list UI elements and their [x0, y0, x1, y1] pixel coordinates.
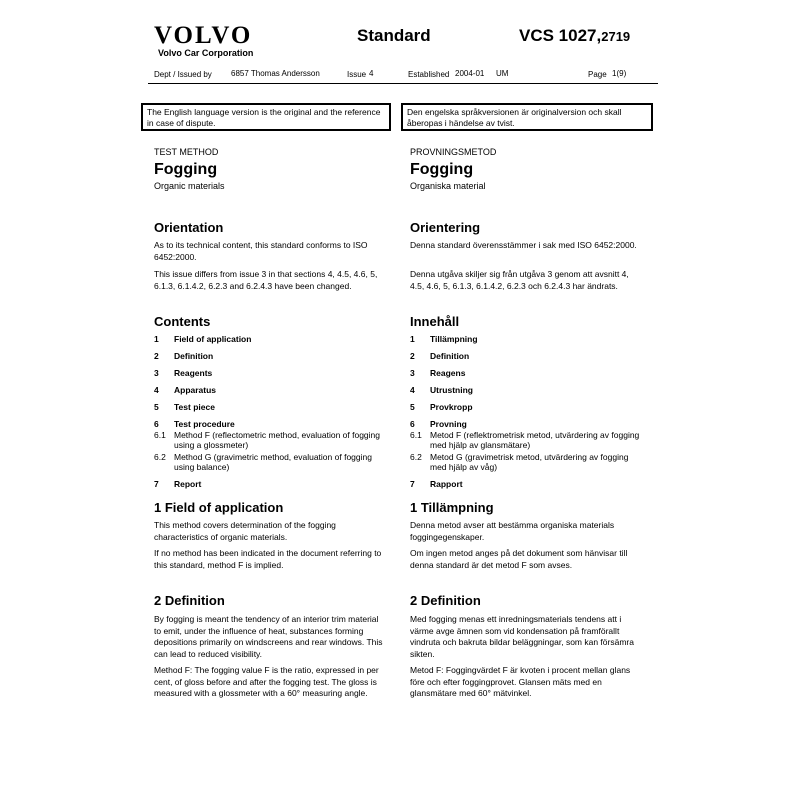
- field-p1-en: This method covers determination of the fogging characteristics of organic materials.: [154, 520, 336, 542]
- orientation-p2-sv: Denna utgåva skiljer sig från utgåva 3 genom att avsnitt 4, 4.5, 4.6, 5, 6.1.3, 6.1.4.2, 6.2.3 och 6.2.4.3 har ändrats.: [410, 269, 629, 291]
- toc-subitem-en[interactable]: [154, 430, 384, 452]
- toc-item-en[interactable]: [154, 385, 216, 396]
- toc-label: Field of application: [174, 334, 252, 344]
- toc-item-en[interactable]: [154, 402, 215, 413]
- toc-number: 6: [154, 419, 159, 429]
- dept-value: 6857 Thomas Andersson: [231, 69, 320, 78]
- toc-item-sv[interactable]: [410, 402, 473, 413]
- toc-number: 6: [410, 419, 415, 429]
- heading-orientation-sv: Orientering: [410, 220, 481, 235]
- toc-number: 3: [154, 368, 159, 378]
- heading-definition-en: 2 Definition: [154, 593, 225, 608]
- toc-item-en[interactable]: [154, 368, 212, 379]
- field-p1-sv: Denna metod avser att bestämma organiska materials foggingegenskaper.: [410, 520, 615, 542]
- toc-item-en[interactable]: [154, 351, 213, 362]
- doc-number-sub: 2719: [601, 29, 631, 44]
- toc-number: 3: [410, 368, 415, 378]
- established-value: 2004-01: [455, 69, 485, 78]
- toc-sublabel: Method G (gravimetric method, evaluation of fogging using balance): [174, 452, 372, 472]
- established-label: Established: [408, 70, 450, 79]
- page-number: 1(9): [612, 69, 627, 78]
- toc-label: Tillämpning: [430, 334, 478, 344]
- doc-number-main: VCS 1027,: [519, 26, 602, 45]
- toc-subnumber: 6.1: [410, 430, 422, 440]
- subtitle-sv: Organiska material: [410, 181, 486, 191]
- heading-definition-sv: 2 Definition: [410, 593, 481, 608]
- toc-subnumber: 6.1: [154, 430, 166, 440]
- toc-subnumber: 6.2: [154, 452, 166, 462]
- kicker-sv: PROVNINGSMETOD: [410, 147, 497, 157]
- toc-number: 1: [154, 334, 159, 344]
- toc-label: Provning: [430, 419, 467, 429]
- toc-subitem-en[interactable]: [154, 452, 384, 474]
- toc-label: Rapport: [430, 479, 463, 489]
- toc-label: Reagens: [430, 368, 466, 378]
- toc-sublabel: Metod G (gravimetrisk metod, utvärdering av fogging med hjälp av våg): [430, 452, 629, 472]
- toc-item-sv[interactable]: [410, 419, 467, 430]
- title-sv: Fogging: [410, 161, 474, 178]
- toc-subnumber: 6.2: [410, 452, 422, 462]
- heading-contents-sv: Innehåll: [410, 314, 460, 329]
- toc-label: Provkropp: [430, 402, 473, 412]
- toc-number: 2: [154, 351, 159, 361]
- toc-number: 5: [154, 402, 159, 412]
- toc-item-sv[interactable]: [410, 479, 463, 490]
- toc-item-en[interactable]: [154, 479, 201, 490]
- definition-p1-en: By fogging is meant the tendency of an interior trim material to emit, under the influence of heat, substances forming depositions primarily on windscreens and rear windows. This can lead to reduced visibility.: [154, 614, 383, 659]
- toc-label: Utrustning: [430, 385, 473, 395]
- corporation-name: Volvo Car Corporation: [158, 48, 254, 58]
- toc-subitem-sv[interactable]: [410, 452, 640, 474]
- definition-p1-sv: Med fogging menas ett inredningsmaterials tendens att i värme avge ämnen som vid kondensation på framförallt vindruta och bakruta bildar beläggningar, som kan försämra sikten.: [410, 614, 634, 659]
- doc-type: Standard: [357, 26, 431, 45]
- page-label: Page: [588, 70, 607, 79]
- toc-label: Test piece: [174, 402, 215, 412]
- toc-item-en[interactable]: [154, 419, 235, 430]
- subtitle-en: Organic materials: [154, 181, 225, 191]
- notice-box-en: The English language version is the original and the reference in case of dispute.: [141, 103, 391, 131]
- toc-item-en[interactable]: [154, 334, 251, 345]
- kicker-en: TEST METHOD: [154, 147, 219, 157]
- toc-label: Definition: [174, 351, 214, 361]
- dept-label: Dept / Issued by: [154, 70, 212, 79]
- toc-number: 7: [154, 479, 159, 489]
- toc-label: Reagents: [174, 368, 213, 378]
- heading-field-en: 1 Field of application: [154, 500, 284, 515]
- issue-label: Issue: [347, 70, 367, 79]
- toc-item-sv[interactable]: [410, 368, 465, 379]
- toc-label: Apparatus: [174, 385, 217, 395]
- toc-number: 2: [410, 351, 415, 361]
- header-rule: [148, 83, 658, 84]
- orientation-p1-en: As to its technical content, this standard conforms to ISO 6452:2000.: [154, 240, 368, 262]
- toc-item-sv[interactable]: [410, 385, 473, 396]
- volvo-logo: VOLVO: [154, 22, 253, 49]
- notice-box-sv: Den engelska språkversionen är originalversion och skall åberopas i händelse av tvist.: [401, 103, 653, 131]
- field-p2-sv: Om ingen metod anges på det dokument som hänvisar till denna standard är det metod F som avses.: [410, 548, 628, 570]
- doc-number: [519, 26, 630, 46]
- heading-field-sv: 1 Tillämpning: [410, 500, 494, 515]
- toc-label: Definition: [430, 351, 470, 361]
- heading-orientation-en: Orientation: [154, 220, 224, 235]
- toc-label: Report: [174, 479, 202, 489]
- orientation-p1-sv: Denna standard överensstämmer i sak med ISO 6452:2000.: [410, 240, 637, 250]
- toc-subitem-sv[interactable]: [410, 430, 640, 452]
- toc-item-sv[interactable]: [410, 351, 469, 362]
- definition-p2-sv: Metod F: Foggingvärdet F är kvoten i procent mellan glans före och efter foggingprovet. Glansen mäts med en glansmätare med 60° mätvinkel.: [410, 665, 631, 698]
- toc-number: 1: [410, 334, 415, 344]
- issue-value: 4: [369, 69, 374, 78]
- toc-item-sv[interactable]: [410, 334, 478, 345]
- toc-label: Test procedure: [174, 419, 235, 429]
- toc-number: 5: [410, 402, 415, 412]
- definition-p2-en: Method F: The fogging value F is the ratio, expressed in per cent, of gloss before and after the fogging test. The gloss is measured with a glossmeter with a 60° measuring angle.: [154, 665, 379, 698]
- toc-sublabel: Method F (reflectometric method, evaluation of fogging using a glossmeter): [174, 430, 380, 450]
- heading-contents-en: Contents: [154, 314, 211, 329]
- toc-number: 4: [410, 385, 415, 395]
- field-p2-en: If no method has been indicated in the document referring to this standard, method F is implied.: [154, 548, 382, 570]
- title-en: Fogging: [154, 161, 218, 178]
- orientation-p2-en: This issue differs from issue 3 in that sections 4, 4.5, 4.6, 5, 6.1.3, 6.1.4.2, 6.2.3 and 6.2.4.3 have been changed.: [154, 269, 378, 291]
- toc-sublabel: Metod F (reflektrometrisk metod, utvärdering av fogging med hjälp av glansmätare): [430, 430, 640, 450]
- toc-number: 4: [154, 385, 159, 395]
- established-by: UM: [496, 69, 509, 78]
- toc-number: 7: [410, 479, 415, 489]
